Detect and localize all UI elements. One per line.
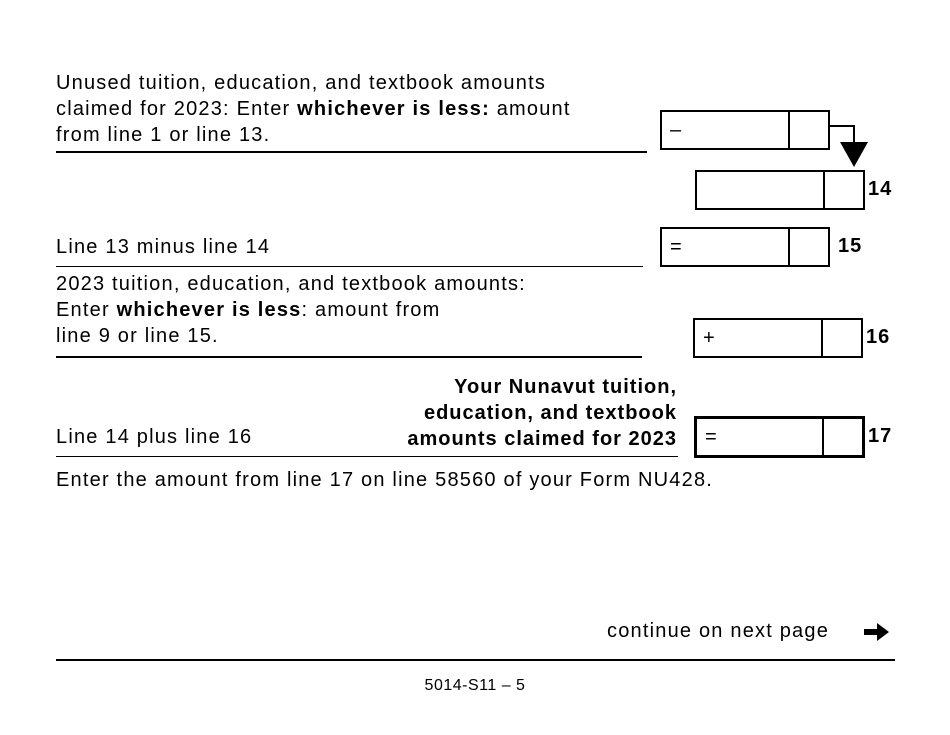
- line14-desc-line3: from line 1 or line 13.: [56, 124, 271, 146]
- line14-desc-line1: Unused tuition, education, and textbook amounts: [56, 72, 547, 94]
- down-arrow-icon: [826, 124, 876, 170]
- cents-field[interactable]: [788, 229, 828, 265]
- cents-field[interactable]: [823, 172, 863, 208]
- equals-sign: =: [705, 425, 717, 448]
- footer-rule: [56, 659, 895, 661]
- line14-desc-line2-post: amount: [489, 98, 571, 120]
- dollars-field[interactable]: [690, 112, 788, 148]
- cents-field[interactable]: [821, 320, 861, 356]
- line16-desc-line3: line 9 or line 15.: [56, 325, 219, 347]
- instruction-text: Enter the amount from line 17 on line 58560 of your Form NU428.: [56, 469, 714, 491]
- form-identifier: 5014-S11 – 5: [424, 677, 526, 694]
- line14-description: [56, 70, 571, 148]
- dollars-field[interactable]: [725, 419, 822, 455]
- line14-result-input[interactable]: [695, 170, 865, 210]
- dollars-field[interactable]: [697, 172, 823, 208]
- line15-input[interactable]: [660, 227, 830, 267]
- plus-sign: +: [703, 326, 715, 349]
- dollars-field[interactable]: [690, 229, 788, 265]
- line16-desc-line2-pre: Enter: [56, 299, 117, 321]
- line17-input[interactable]: [694, 416, 865, 458]
- line17-title-line1: Your Nunavut tuition,: [454, 376, 677, 398]
- line14-desc-line2: [56, 96, 571, 122]
- line16-desc-line2: [56, 297, 526, 323]
- equals-sign: =: [670, 235, 682, 258]
- cents-field[interactable]: [822, 419, 862, 455]
- line17-title-line3: amounts claimed for 2023: [407, 428, 677, 450]
- line16-desc-line1: 2023 tuition, education, and textbook amounts:: [56, 273, 526, 295]
- line14-rule: [56, 151, 647, 153]
- line17-label: Line 14 plus line 16: [56, 426, 253, 448]
- right-arrow-icon: [862, 620, 892, 644]
- line-number-17: 17: [868, 425, 893, 447]
- dollars-field[interactable]: [723, 320, 821, 356]
- line17-title-line2: education, and textbook: [423, 402, 677, 424]
- line16-desc-line2-post: : amount from: [301, 299, 441, 321]
- line16-rule: [56, 356, 642, 358]
- minus-sign: –: [670, 118, 682, 141]
- line16-description: [56, 271, 526, 349]
- line15-label: Line 13 minus line 14: [56, 236, 271, 258]
- cents-field[interactable]: [788, 112, 828, 148]
- line14-subtract-input[interactable]: [660, 110, 830, 150]
- line17-rule: [56, 456, 678, 457]
- line-number-16: 16: [866, 326, 891, 348]
- line16-desc-emphasis: whichever is less: [116, 299, 302, 321]
- line15-rule: [56, 266, 643, 267]
- line-number-14: 14: [868, 178, 893, 200]
- line17-title: [360, 374, 677, 452]
- continue-text: continue on next page: [607, 620, 830, 642]
- line16-input[interactable]: [693, 318, 863, 358]
- line14-desc-emphasis: whichever is less:: [297, 98, 490, 120]
- line14-desc-line2-pre: claimed for 2023: Enter: [56, 98, 298, 120]
- line-number-15: 15: [838, 235, 863, 257]
